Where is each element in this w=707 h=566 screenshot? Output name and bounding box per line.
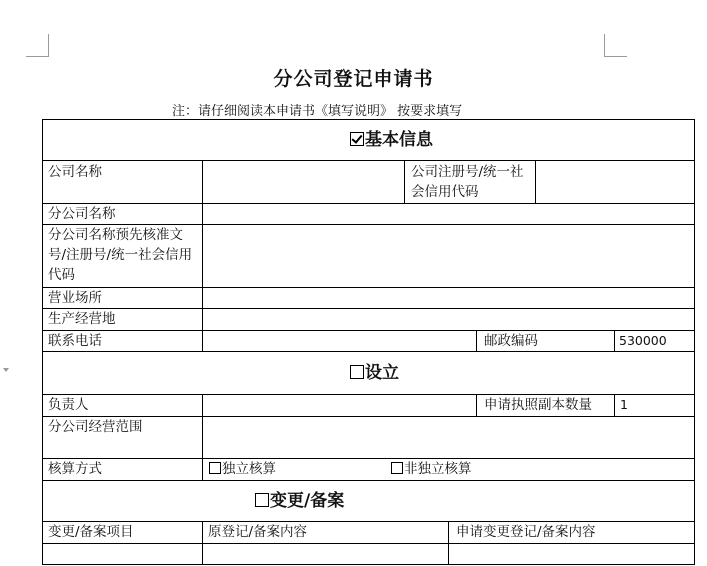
input-business-place[interactable]: [207, 288, 691, 308]
header-original-content: 原登记/备案内容: [208, 524, 308, 540]
section-establish-label: 设立: [365, 363, 399, 383]
label-accounting-method: 核算方式: [48, 461, 102, 477]
option-independent[interactable]: [209, 459, 276, 479]
label-person-in-charge: 负责人: [48, 397, 89, 413]
input-requested-content[interactable]: [452, 544, 692, 564]
option-non-independent-label: 非独立核算: [404, 461, 472, 477]
label-branch-name-approval: 分公司名称预先核准文号/注册号/统一社会信用代码: [48, 227, 193, 283]
section-basic-label: 基本信息: [365, 130, 433, 150]
input-production-place[interactable]: [207, 309, 691, 329]
label-company-reg-no: 公司注册号/统一社会信用代码: [411, 164, 524, 200]
label-license-copies: 申请执照副本数量: [484, 397, 592, 413]
input-change-item[interactable]: [46, 544, 200, 564]
input-postal-code[interactable]: 530000: [619, 333, 667, 348]
section-change-label: 变更/备案: [270, 491, 345, 511]
option-non-independent[interactable]: [391, 459, 472, 479]
checkbox-checked-icon[interactable]: [350, 132, 364, 146]
section-change-filing[interactable]: [255, 490, 344, 512]
label-business-place: 营业场所: [48, 290, 102, 306]
label-branch-name: 分公司名称: [48, 206, 116, 222]
section-establish[interactable]: [350, 362, 399, 384]
input-license-copies[interactable]: 1: [620, 397, 628, 412]
checkbox-unchecked-icon[interactable]: [350, 365, 364, 379]
input-phone[interactable]: [207, 331, 473, 351]
input-original-content[interactable]: [206, 544, 446, 564]
input-business-scope[interactable]: [207, 417, 691, 457]
input-company-reg-no[interactable]: [540, 162, 690, 202]
checkbox-unchecked-icon[interactable]: [391, 462, 403, 474]
header-change-item: 变更/备案项目: [48, 524, 134, 540]
option-independent-label: 独立核算: [222, 461, 276, 477]
label-postal-code: 邮政编码: [484, 333, 538, 349]
label-phone: 联系电话: [48, 333, 102, 349]
label-production-place: 生产经营地: [48, 311, 116, 327]
input-person-in-charge[interactable]: [207, 395, 473, 415]
input-branch-name-approval[interactable]: [207, 225, 691, 285]
document-title: 分公司登记申请书: [273, 68, 434, 90]
instruction-note: 注：请仔细阅读本申请书《填写说明》 按要求填写: [172, 104, 463, 119]
checkbox-unchecked-icon[interactable]: [209, 462, 221, 474]
label-company-name: 公司名称: [48, 164, 102, 180]
section-basic-info[interactable]: [350, 129, 433, 151]
label-business-scope: 分公司经营范围: [48, 419, 143, 435]
header-requested-content: 申请变更登记/备案内容: [456, 524, 596, 540]
checkbox-unchecked-icon[interactable]: [255, 493, 269, 507]
input-company-name[interactable]: [207, 162, 399, 202]
input-branch-name[interactable]: [207, 204, 691, 224]
